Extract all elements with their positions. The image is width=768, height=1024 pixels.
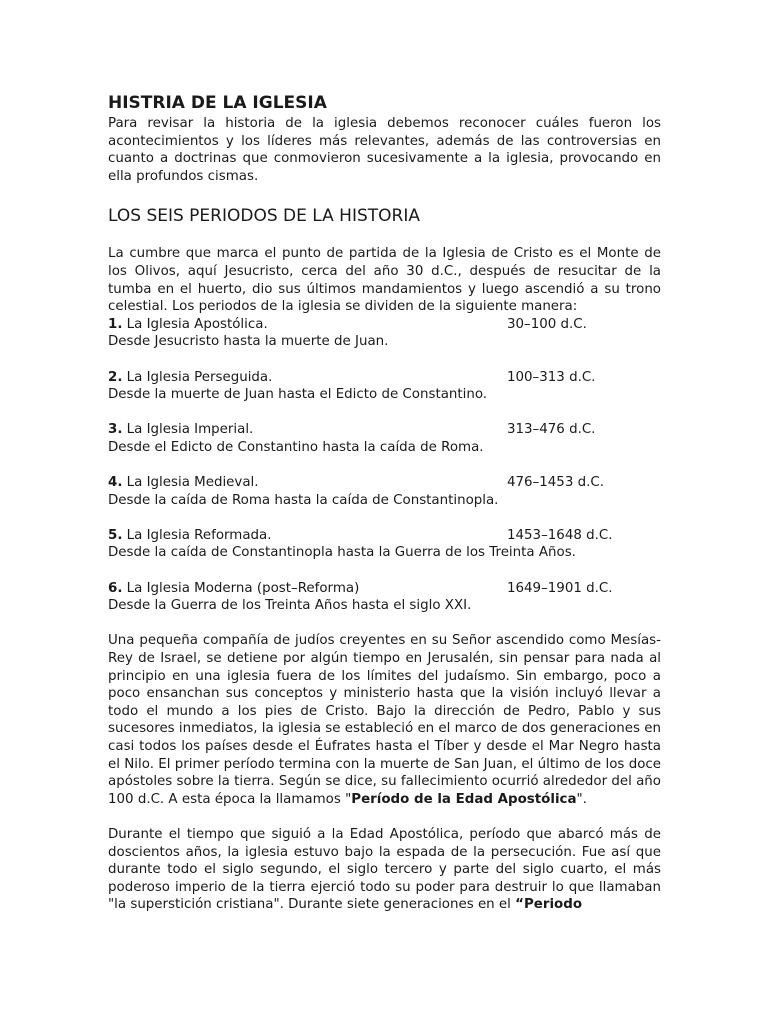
period-description: Desde la caída de Roma hasta la caída de Constantinopla. xyxy=(108,492,499,508)
open-quote: " xyxy=(345,791,352,807)
period-name: La Iglesia Perseguida. xyxy=(126,369,273,385)
paragraph-text: Durante el tiempo que siguió a la Edad Apostólica, período que abarcó más de doscientos años, la iglesia estuvo bajo la espada de la persecución. Fue así que durante todo el siglo segundo, el siglo tercero y parte del siglo cuarto, el más poderoso imperio de la tierra ejerció todo su poder para destruir lo que llamaban "la superstición cristiana". Durante siete generaciones en el xyxy=(108,826,661,913)
period-heading xyxy=(108,580,661,598)
period-description: Desde la caída de Constantinopla hasta la Guerra de los Treinta Años. xyxy=(108,545,576,561)
persecution-paragraph xyxy=(108,826,661,914)
period-number: 6. xyxy=(108,580,123,596)
close-quote: ". xyxy=(576,791,587,807)
period-item xyxy=(108,474,661,509)
period-heading xyxy=(108,316,661,334)
period-item xyxy=(108,316,661,351)
period-name: La Iglesia Reformada. xyxy=(126,527,272,543)
period-description: Desde la Guerra de los Treinta Años hasta el siglo XXI. xyxy=(108,598,472,614)
period-dates: 313–476 d.C. xyxy=(507,422,596,438)
section-title: LOS SEIS PERIODOS DE LA HISTORIA xyxy=(108,206,420,227)
period-number: 3. xyxy=(108,422,123,438)
document-title: HISTRIA DE LA IGLESIA xyxy=(108,93,327,113)
period-number: 5. xyxy=(108,527,123,543)
period-dates: 30–100 d.C. xyxy=(507,316,587,332)
document-body xyxy=(108,92,661,914)
period-heading xyxy=(108,421,661,439)
period-item xyxy=(108,580,661,615)
bold-term: “Periodo xyxy=(515,897,583,913)
intro-paragraph: Para revisar la historia de la iglesia debemos reconocer cuáles fueron los acontecimientos y los líderes más relevantes, además de las controversias en cuanto a doctrinas que conmovieron sucesivamente a la iglesia, provocando en ella profundos cismas. xyxy=(108,116,661,184)
bold-term: Período de la Edad Apostólica xyxy=(351,791,577,807)
period-name: La Iglesia Moderna (post–Reforma) xyxy=(126,580,360,596)
period-item xyxy=(108,369,661,404)
period-item xyxy=(108,421,661,456)
period-heading xyxy=(108,527,661,545)
period-number: 1. xyxy=(108,316,123,332)
period-dates: 476–1453 d.C. xyxy=(507,475,604,491)
period-name: La Iglesia Apostólica. xyxy=(126,316,268,332)
period-description: Desde la muerte de Juan hasta el Edicto de Constantino. xyxy=(108,387,488,403)
section-intro-paragraph: La cumbre que marca el punto de partida de la Iglesia de Cristo es el Monte de los Olivos, aquí Jesucristo, cerca del año 30 d.C., después de resucitar de la tumba en el huerto, dio sus últimos mandamientos y luego ascendió a su trono celestial. Los periodos de la iglesia se dividen de la siguiente manera: xyxy=(108,246,661,315)
period-heading xyxy=(108,474,661,492)
period-number: 2. xyxy=(108,369,123,385)
period-description: Desde el Edicto de Constantino hasta la caída de Roma. xyxy=(108,439,484,455)
period-description: Desde Jesucristo hasta la muerte de Juan. xyxy=(108,334,389,350)
period-name: La Iglesia Medieval. xyxy=(126,475,259,491)
period-dates: 1453–1648 d.C. xyxy=(507,527,613,543)
period-item xyxy=(108,527,661,562)
period-dates: 100–313 d.C. xyxy=(507,369,596,385)
period-name: La Iglesia Imperial. xyxy=(126,422,254,438)
paragraph-text: Una pequeña compañía de judíos creyentes en su Señor ascendido como Mesías-Rey de Israel, se detiene por algún tiempo en Jerusalén, sin pensar para nada al principio en una iglesia fuera de los límites del judaísmo. Sin embargo, poco a poco ensanchan sus conceptos y ministerio hasta que la visión incluyó llevar a todo el mundo a los pies de Cristo. Bajo la dirección de Pedro, Pablo y sus sucesores inmediatos, la iglesia se estableció en el marco de dos generaciones en casi todos los países desde el Éufrates hasta el Tíber y desde el Mar Negro hasta el Nilo. El primer período termina con la muerte de San Juan, el último de los doce apóstoles sobre la tierra. Según se dice, su fallecimiento ocurrió alrededor del año 100 d.C. A esta época la llamamos xyxy=(108,633,661,807)
period-heading xyxy=(108,369,661,387)
apostolic-age-paragraph xyxy=(108,632,661,808)
period-number: 4. xyxy=(108,475,123,491)
period-dates: 1649–1901 d.C. xyxy=(507,580,613,596)
